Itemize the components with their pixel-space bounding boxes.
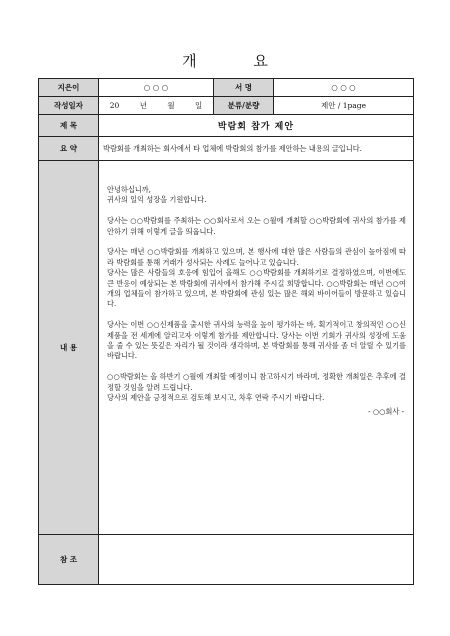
summary-label: 요 약	[39, 137, 99, 161]
content-paragraph-5a: ○○박람회는 올 하반기 ○월에 개최할 예정이니 참고하시기 바라며, 정확한 개최일은 추후에 결정할 것임을 알려 드립니다.	[107, 372, 406, 392]
summary-value[interactable]: 박람회를 개최하는 회사에서 타 업체에 박람회의 참가를 제안하는 내용의 글입니다.	[99, 137, 414, 161]
sign-value[interactable]: ○ ○ ○	[274, 79, 414, 97]
category-value[interactable]: 제안 / 1page	[274, 97, 414, 115]
date-value[interactable]	[99, 97, 214, 115]
reference-label: 참 조	[39, 535, 99, 585]
greeting-line-2: 귀사의 일익 성장을 기원합니다.	[107, 195, 207, 205]
date-month-unit: 월	[167, 101, 175, 110]
summary-row	[39, 137, 414, 161]
content-paragraph-5b: 당사의 제안을 긍정적으로 검토해 보시고, 차후 연락 주시기 바랍니다.	[107, 393, 325, 403]
content-paragraph-1: 당사는 ○○박람회를 주최하는 ○○회사로서 오는 ○월에 개최할 ○○박람회에 귀사의 참가를 제안하기 위해 이렇게 글을 띄웁니다.	[107, 216, 406, 236]
date-row	[39, 97, 414, 115]
company-signature: - ○○회사 -	[368, 407, 404, 417]
date-day-unit: 일	[194, 101, 203, 110]
document-title: 개 요	[182, 52, 294, 70]
author-row	[39, 79, 414, 97]
content-body[interactable]	[99, 161, 414, 535]
content-paragraph-4: 당사는 이번 ○○신제품을 출시한 귀사의 능력을 높이 평가하는 바, 획기적이고 창의적인 ○○신제품을 전 세계에 알리고자 이렇게 참가를 제안합니다. 당사는 이번 기회가 귀사의 성장에 도움을 줄 수 있는 뜻깊은 자리가 될 것이라 생각하며, 본 박람회를 통해 귀사를 좀 더 알릴 수 있기를 바랍니다.	[107, 320, 406, 361]
author-value[interactable]: ○ ○ ○	[99, 79, 214, 97]
content-paragraph-2: 당사는 매년 ○○박람회를 개최하고 있으며, 본 행사에 대한 많은 사람들의 관심이 높아짐에 따라 박람회를 통해 거래가 성사되는 사례도 늘어나고 있습니다.	[107, 247, 406, 267]
date-label: 작성일자	[39, 97, 99, 115]
sign-label: 서 명	[214, 79, 274, 97]
category-label: 분류/분량	[214, 97, 274, 115]
subject-row	[39, 115, 414, 137]
date-year: 20	[109, 101, 120, 110]
author-label: 지은이	[39, 79, 99, 97]
content-label: 내 용	[39, 161, 99, 535]
reference-value[interactable]	[99, 535, 414, 585]
overview-table	[38, 78, 414, 585]
reference-row	[39, 535, 414, 585]
content-row	[39, 161, 414, 535]
date-year-unit: 년	[139, 101, 147, 110]
subject-label: 제 목	[39, 115, 99, 137]
subject-value[interactable]: 박람회 참가 제안	[99, 115, 414, 137]
greeting-line-1: 안녕하십니까,	[107, 185, 151, 194]
content-paragraph-3: 당사는 많은 사람들의 호응에 힘입어 올해도 ○○박람회를 개최하기로 결정하였으며, 이번에도 큰 반응이 예상되는 본 박람회에 귀사에서 참가해 주시길 희망합니다. ○○박람회는 매년 ○○여 개의 업체들이 참가하고 있으며, 본 박람회에 관심 있는 많은 해외 바이어들이 방문하고 있습니다.	[107, 268, 406, 309]
